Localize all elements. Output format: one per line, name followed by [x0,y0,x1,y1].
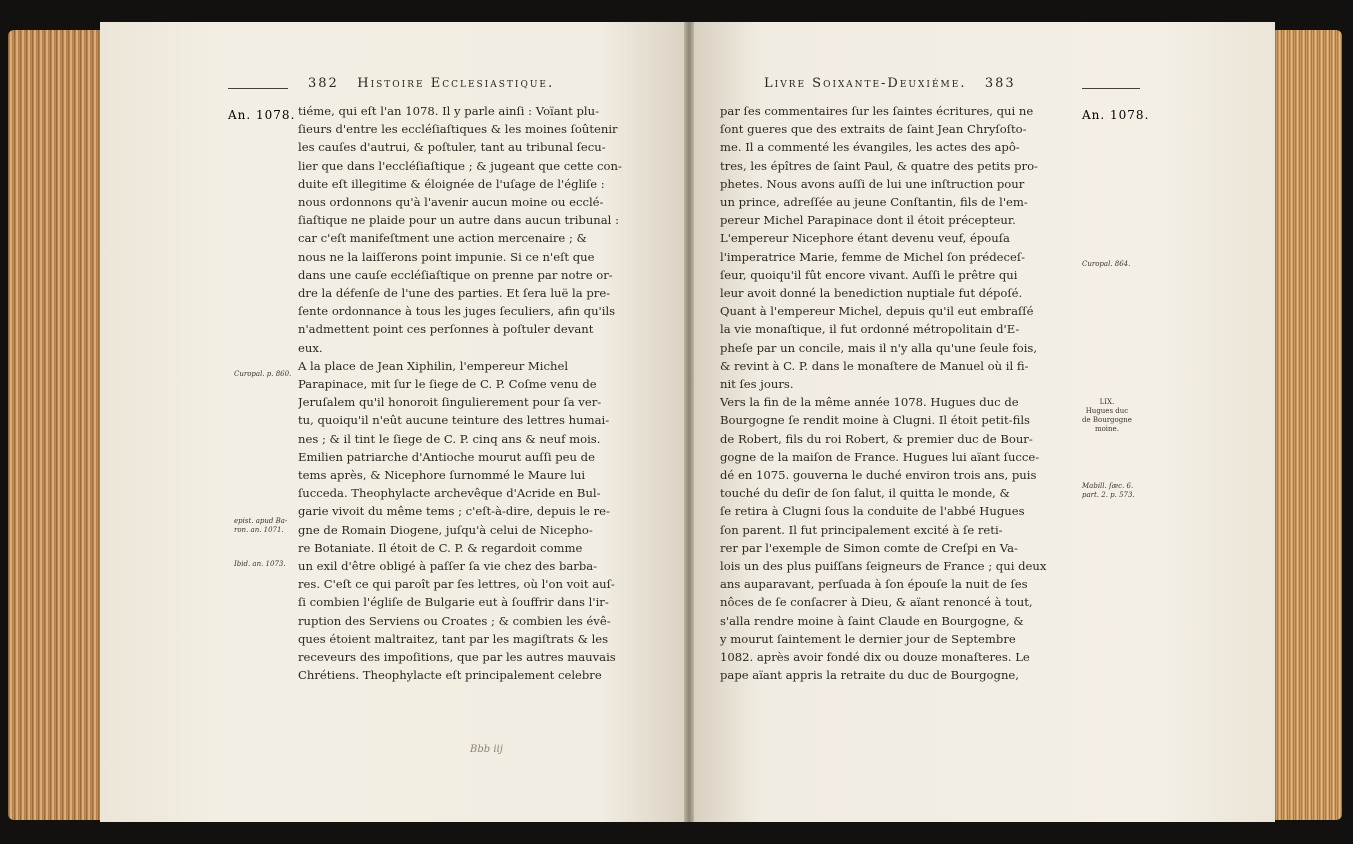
left-page-edges [8,30,108,820]
text-line: re Botaniate. Il étoit de C. P. & regardoit comme [298,540,583,555]
text-line: rer par l'exemple de Simon comte de Creſpi en Va- [720,540,1018,555]
text-line: un prince, adreſſée au jeune Conſtantin, fils de l'em- [720,195,1028,210]
text-line: receveurs des impoſitions, que par les autres mauvais [298,650,616,665]
text-line: tres, les épîtres de ſaint Paul, & quatre des petits pro- [720,158,1038,173]
right-margin-note-3: Mabill. ſæc. 6. part. 2. p. 573. [1082,482,1135,499]
text-line: l'imperatrice Marie, femme de Michel ſon prédeceſ- [720,249,1026,264]
left-running-head [308,76,554,91]
right-running-head [764,76,1016,91]
text-line: pereur Michel Parapinace dont il étoit précepteur. [720,213,1016,228]
text-line: par ſes commentaires ſur les ſaintes écritures, qui ne [720,104,1034,118]
right-body-text [720,102,1074,685]
text-line: lois un des plus puiſſans ſeigneurs de France ; qui deux [720,559,1047,574]
text-line: 1082. après avoir fondé dix ou douze monaſteres. Le [720,650,1030,665]
left-margin-rule [228,88,288,89]
text-line: A la place de Jean Xiphilin, l'empereur Michel [298,358,569,373]
text-line: nit ſes jours. [720,377,794,392]
text-line: y mourut ſaintement le dernier jour de Septembre [720,631,1016,646]
text-line: & revint à C. P. dans le monaſtere de Manuel où il fi- [720,358,1029,373]
text-line: de Robert, fils du roi Robert, & premier duc de Bour- [720,431,1033,446]
text-line: gogne de la maiſon de France. Hugues lui aïant ſucce- [720,449,1040,464]
text-line: eux. [298,340,323,355]
text-line: ſe retira à Clugni ſous la conduite de l'abbé Hugues [720,504,1025,519]
text-line: tu, quoiqu'il n'eût aucune teinture des lettres humai- [298,413,610,428]
text-line: tiéme, qui eſt l'an 1078. Il y parle ainſi : Voïant plu- [298,104,600,118]
right-margin-rule [1082,88,1140,89]
text-line: L'empereur Nicephore étant devenu veuf, épouſa [720,231,1010,246]
text-line: ſente ordonnance à tous les juges ſeculiers, afin qu'ils [298,304,616,319]
left-running-title: Histoire Ecclesiastique. [357,76,555,91]
left-margin-note-1: Curopal. p. 860. [234,370,292,378]
text-line: nous ne la laiſſerons point impunie. Si ce n'eſt que [298,249,595,264]
left-page-number: 382 [308,76,339,91]
right-margin-year: An. 1078. [1082,108,1150,122]
text-line: gne de Romain Diogene, juſqu'à celui de Nicepho- [298,522,593,537]
right-page-number: 383 [984,76,1016,91]
text-line: car c'eſt manifeſtment une action mercenaire ; & [298,231,587,246]
text-line: pheſe par un concile, mais il n'y alla qu'une ſeule fois, [720,340,1038,355]
text-line: ruption des Serviens ou Croates ; & combien les évê- [298,613,611,628]
right-margin-note-2: LIX. Hugues duc de Bourgogne moine. [1082,398,1132,433]
text-line: lier que dans l'eccléſiaſtique ; & jugeant que cette con- [298,158,622,173]
text-line: la vie monaſtique, il fut ordonné métropolitain d'E- [720,322,1020,337]
left-margin-note-2: epist. apud Ba- ron. an. 1071. [234,517,288,534]
text-line: ſiaſtique ne plaide pour un autre dans aucun tribunal : [298,213,619,228]
right-running-title: Livre Soixante-Deuxiéme. [764,76,967,91]
text-line: tems après, & Nicephore ſurnommé le Maure lui [298,468,586,483]
text-line: ques étoient maltraitez, tant par les magiſtrats & les [298,631,609,646]
text-line: duite eſt illegitime & éloignée de l'uſage de l'égliſe : [298,176,605,191]
text-line: ans auparavant, perſuada à ſon épouſe la nuit de ſes [720,577,1028,592]
text-line: leur avoit donné la benediction nuptiale fut dépoſé. [720,286,1023,301]
text-line: Jeruſalem qu'il honoroit ſingulierement pour ſa ver- [298,395,602,410]
text-line: touché du deſir de ſon ſalut, il quitta le monde, & [720,486,1010,501]
text-line: Parapinace, mit ſur le ſiege de C. P. Coſme venu de [298,377,597,392]
text-line: ſieurs d'entre les eccléſiaſtiques & les moines ſoûtenir [298,122,618,137]
text-line: dé en 1075. gouverna le duché environ trois ans, puis [720,468,1037,483]
text-line: Quant à l'empereur Michel, depuis qu'il eut embraſſé [720,304,1034,319]
text-line: garie vivoit du même tems ; c'eſt-à-dire, depuis le re- [298,504,610,519]
text-line: dans une cauſe eccléſiaſtique on prenne par notre or- [298,267,613,282]
text-line: un exil d'être obligé à paſſer ſa vie chez des barba- [298,559,598,574]
text-line: ſucceda. Theophylacte archevêque d'Acride en Bul- [298,486,601,501]
text-line: ſi combien l'égliſe de Bulgarie eut à ſouffrir dans l'ir- [298,595,609,610]
text-line: nes ; & il tint le ſiege de C. P. cinq ans & neuf mois. [298,431,601,446]
left-body-text [298,102,654,685]
text-line: Chrétiens. Theophylacte eſt principalement celebre [298,668,602,683]
text-line: Emilien patriarche d'Antioche mourut auſſi peu de [298,449,595,464]
text-line: s'alla rendre moine à ſaint Claude en Bourgogne, & [720,613,1024,628]
text-line: ſont gueres que des extraits de ſaint Jean Chryſoſto- [720,122,1027,137]
left-signature-mark: Bbb iij [470,744,503,755]
text-line: Bourgogne ſe rendit moine à Clugni. Il étoit petit-fils [720,413,1030,428]
text-line: phetes. Nous avons auſſi de lui une inſtruction pour [720,176,1025,191]
text-line: res. C'eſt ce qui paroît par ſes lettres, où l'on voit auſ- [298,577,615,592]
text-line: les cauſes d'autrui, & poſtuler, tant au tribunal ſecu- [298,140,606,155]
text-line: pape aïant appris la retraite du duc de Bourgogne, [720,668,1019,683]
text-line: Vers la fin de la même année 1078. Hugues duc de [720,395,1019,410]
left-margin-note-3: Ibid. an. 1073. [234,560,286,568]
right-page-edges [1270,30,1342,820]
text-line: ſeur, quoiqu'il fût encore vivant. Auſſi le prêtre qui [720,267,1018,282]
book-gutter [684,22,694,822]
text-line: n'admettent point ces perſonnes à poſtuler devant [298,322,594,337]
right-margin-note-1: Curopal. 864. [1082,260,1131,268]
text-line: nous ordonnons qu'à l'avenir aucun moine ou ecclé- [298,195,604,210]
text-line: ſon parent. Il fut principalement excité à ſe reti- [720,522,1003,537]
text-line: me. Il a commenté les évangiles, les actes des apô- [720,140,1020,155]
text-line: dre la défenſe de l'une des parties. Et ſera luë la pre- [298,286,611,301]
text-line: nôces de ſe conſacrer à Dieu, & aïant renoncé à tout, [720,595,1033,610]
left-margin-year: An. 1078. [228,108,296,122]
